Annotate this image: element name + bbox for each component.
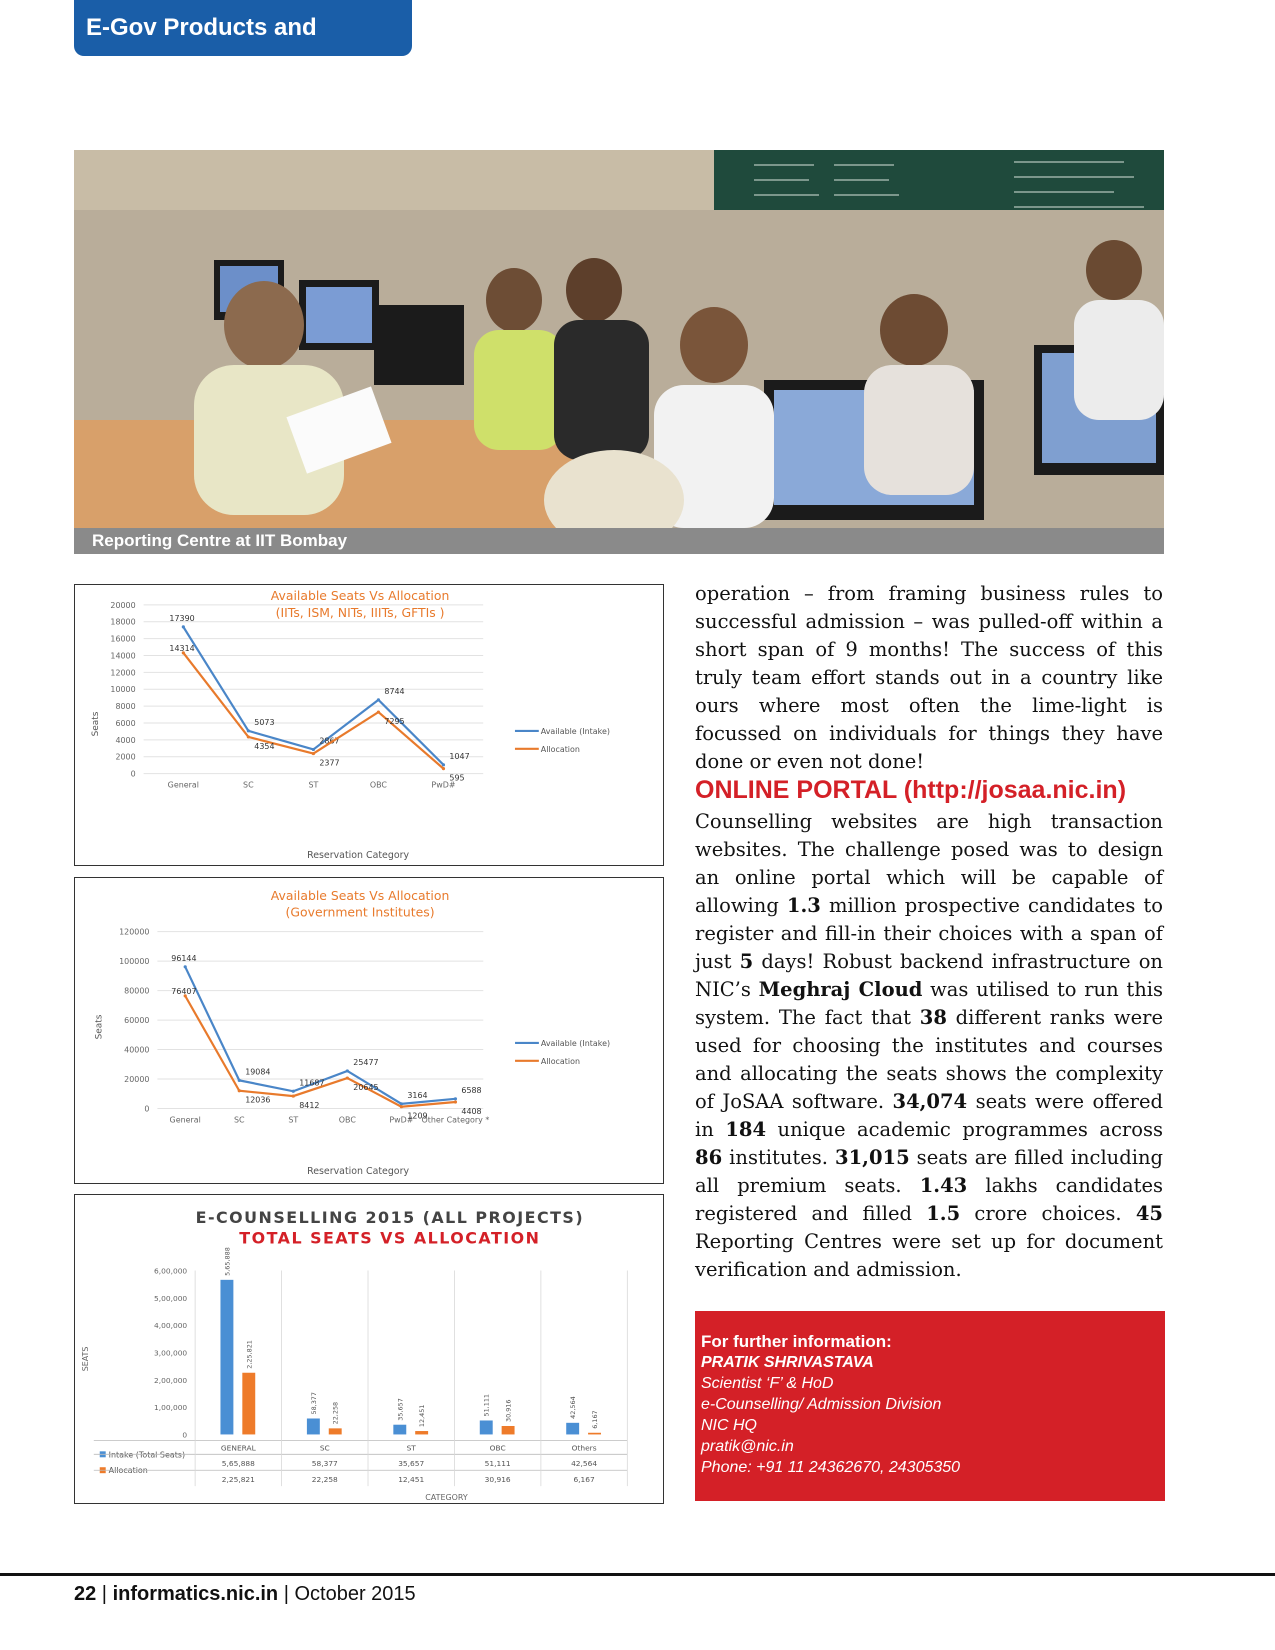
y-tick-label: 80000 <box>124 986 150 996</box>
y-tick-label: 8000 <box>115 702 136 712</box>
further-information-box <box>695 1311 1165 1501</box>
data-label: 17390 <box>169 613 195 623</box>
data-label: 76407 <box>171 986 197 996</box>
bold-figure: 184 <box>725 1118 767 1141</box>
photo-illustration <box>74 150 1164 528</box>
data-point <box>182 625 185 628</box>
chart2-xlabel: Reservation Category <box>307 1166 410 1178</box>
table-cell: 58,377 <box>311 1459 338 1469</box>
data-label: 4408 <box>461 1106 482 1116</box>
table-cell: 51,111 <box>484 1459 511 1469</box>
series-line-allocation <box>183 653 443 769</box>
table-cell: 30,916 <box>484 1475 511 1485</box>
data-label: 2867 <box>319 736 340 746</box>
y-tick-label: 5,00,000 <box>154 1293 188 1303</box>
chart1-legend-available: Available (Intake) <box>540 726 610 736</box>
intake-bar <box>220 1280 233 1435</box>
chart3-legend-allocation: Allocation <box>108 1466 148 1476</box>
y-tick-label: 20000 <box>124 1074 150 1084</box>
x-tick-label: Others <box>571 1443 597 1453</box>
data-label: 3164 <box>407 1090 428 1100</box>
chart1-panel <box>74 584 664 866</box>
article-paragraph-2 <box>695 808 1163 1284</box>
allocation-bar <box>502 1426 515 1434</box>
chart3-ylabel: SEATS <box>80 1346 90 1372</box>
data-label: 8412 <box>299 1101 320 1111</box>
intake-bar <box>566 1423 579 1435</box>
footer-site[interactable]: informatics.nic.in <box>112 1583 279 1605</box>
bar-value-label: 42,564 <box>569 1396 578 1419</box>
chart2-title-line1: Available Seats Vs Allocation <box>270 887 450 903</box>
data-point <box>247 729 250 732</box>
contact-office: NIC HQ <box>701 1417 757 1434</box>
chart3-panel <box>74 1194 664 1504</box>
data-point <box>238 1089 241 1092</box>
online-portal-heading: ONLINE PORTAL (http://josaa.nic.in) <box>695 776 1127 804</box>
x-tick-label: OBC <box>489 1443 506 1453</box>
data-label: 7295 <box>384 716 405 726</box>
chart3-legend-intake: Intake (Total Seats) <box>108 1450 186 1460</box>
y-tick-label: 16000 <box>110 634 136 644</box>
allocation-bar <box>242 1373 255 1435</box>
y-tick-label: 20000 <box>110 600 136 610</box>
contact-name: PRATIK SHRIVASTAVA <box>701 1354 874 1371</box>
y-tick-label: 4000 <box>115 735 136 745</box>
x-tick-label: OBC <box>369 780 387 790</box>
y-tick-label: 14000 <box>110 651 136 661</box>
chart2-legend-allocation: Allocation <box>540 1056 581 1066</box>
bold-figure: 31,015 <box>835 1146 910 1169</box>
allocation-bar <box>329 1428 342 1434</box>
data-label: 1047 <box>449 751 470 761</box>
data-point <box>247 735 250 738</box>
chart3-title-line1: E-COUNSELLING 2015 (ALL PROJECTS) <box>195 1207 585 1227</box>
contact-email[interactable]: pratik@nic.in <box>701 1438 794 1455</box>
data-point <box>454 1100 457 1103</box>
table-cell: 22,258 <box>311 1475 338 1485</box>
chart2-svg <box>75 878 663 1183</box>
table-cell: 12,451 <box>398 1475 425 1485</box>
table-cell: 2,25,821 <box>221 1475 255 1485</box>
bold-figure: 1.5 <box>926 1202 961 1225</box>
bar-value-label: 35,657 <box>396 1398 405 1421</box>
bar-value-label: 22,258 <box>331 1401 340 1425</box>
bold-figure: 45 <box>1135 1202 1163 1225</box>
bold-figure: 86 <box>695 1146 723 1169</box>
contact-division: e-Counselling/ Admission Division <box>701 1396 942 1413</box>
y-tick-label: 3,00,000 <box>154 1348 188 1358</box>
chart1-xlabel: Reservation Category <box>307 850 410 862</box>
paragraph-run: Counselling websites are high transaction websites. The challenge posed was to design an online portal which will be capable of allowing <box>695 810 1163 917</box>
data-label: 19084 <box>245 1067 271 1077</box>
x-tick-label: SC <box>243 780 254 790</box>
chart2-ylabel: Seats <box>94 1014 105 1040</box>
data-point <box>377 710 380 713</box>
y-tick-label: 1,00,000 <box>154 1403 188 1413</box>
intake-bar <box>393 1425 406 1435</box>
reporting-centre-photo <box>74 150 1164 528</box>
bold-figure: Meghraj Cloud <box>758 978 923 1001</box>
data-label: 96144 <box>171 953 197 963</box>
data-point <box>377 698 380 701</box>
y-tick-label: 0 <box>182 1430 188 1440</box>
footer-rule <box>0 1573 1275 1576</box>
bold-figure: 5 <box>739 950 754 973</box>
data-label: 20645 <box>353 1082 379 1092</box>
data-label: 1209 <box>407 1111 428 1121</box>
paragraph-run: lakhs candidates registered and filled <box>695 1174 1163 1225</box>
data-label: 8744 <box>384 686 405 696</box>
x-tick-label: General <box>167 780 199 790</box>
y-tick-label: 18000 <box>110 617 136 627</box>
data-point <box>442 763 445 766</box>
paragraph-run: Reporting Centres were set up for document verification and admission. <box>695 1230 1163 1281</box>
x-tick-label: GENERAL <box>220 1443 256 1453</box>
photo-caption: Reporting Centre at IIT Bombay <box>74 528 1164 554</box>
chart1-title-line2: (IITs, ISM, NITs, IIITs, GFTIs ) <box>275 604 445 620</box>
data-point <box>292 1090 295 1093</box>
y-tick-label: 0 <box>130 769 136 779</box>
footer-separator: | <box>278 1583 295 1605</box>
data-point <box>312 748 315 751</box>
page-footer <box>74 1580 416 1608</box>
chart1-title-line1: Available Seats Vs Allocation <box>270 587 450 603</box>
table-cell: 6,167 <box>573 1475 595 1485</box>
bar-value-label: 2,25,821 <box>245 1340 254 1369</box>
footer-date: October 2015 <box>294 1583 416 1605</box>
y-tick-label: 120000 <box>119 927 150 937</box>
y-tick-label: 2000 <box>115 752 136 762</box>
bar-value-label: 6,167 <box>591 1410 600 1429</box>
paragraph-run: institutes. <box>722 1146 836 1169</box>
data-point <box>442 767 445 770</box>
bold-figure: 38 <box>919 1006 947 1029</box>
chart3-title-line2: TOTAL SEATS VS ALLOCATION <box>239 1228 541 1248</box>
x-tick-label: SC <box>233 1115 245 1125</box>
page-number: 22 <box>74 1583 97 1605</box>
paragraph-run: million prospective candidates to register and fill-in their choices with a span of just <box>695 894 1164 973</box>
data-point <box>238 1079 241 1082</box>
x-tick-label: ST <box>288 1115 299 1125</box>
paragraph-run: crore choices. <box>960 1202 1136 1225</box>
paragraph-run: unique academic programmes across <box>766 1118 1163 1141</box>
paragraph-run: was utilised to run this system. The fact that <box>695 978 1164 1029</box>
bold-figure: 34,074 <box>892 1090 968 1113</box>
chart1-ylabel: Seats <box>90 711 101 737</box>
paragraph-run: seats were offered in <box>695 1090 1164 1141</box>
data-label: 12036 <box>245 1095 271 1105</box>
bold-figure: 1.3 <box>786 894 821 917</box>
chart2-title-line2: (Government Institutes) <box>285 904 435 920</box>
article-paragraph-1: operation – from framing business rules to successful admission – was pulled-off within a short span of 9 months! The success of this truly team effort stands out in a country like ours where most often the lime-light is focussed on individuals for things they have done or even not done! <box>695 582 1163 773</box>
table-cell: 42,564 <box>571 1459 598 1469</box>
bar-value-label: 5,65,888 <box>223 1247 232 1276</box>
y-tick-label: 10000 <box>110 685 136 695</box>
data-label: 14314 <box>169 643 195 653</box>
y-tick-label: 4,00,000 <box>154 1321 188 1331</box>
x-tick-label: ST <box>406 1443 416 1453</box>
y-tick-label: 100000 <box>119 957 150 967</box>
info-title: For further information: <box>701 1332 892 1351</box>
paragraph-run: days! Robust backend infrastructure on NIC’s <box>695 950 1163 1001</box>
intake-bar <box>480 1420 493 1434</box>
chart3-xlabel: CATEGORY <box>425 1493 468 1503</box>
data-label: 2377 <box>319 758 340 768</box>
bar-value-label: 12,451 <box>418 1404 427 1428</box>
data-point <box>454 1097 457 1100</box>
y-tick-label: 0 <box>144 1104 150 1114</box>
bar-value-label: 51,111 <box>482 1393 491 1417</box>
paragraph-run: seats are filled including all premium seats. <box>695 1146 1164 1197</box>
data-point <box>346 1076 349 1079</box>
paragraph-run: different ranks were used for choosing the institutes and courses and allocating the seats shows the complexity of JoSAA software. <box>695 1006 1163 1113</box>
data-point <box>312 752 315 755</box>
table-cell: 35,657 <box>398 1459 425 1469</box>
y-tick-label: 6,00,000 <box>154 1266 188 1276</box>
y-tick-label: 12000 <box>110 668 136 678</box>
data-label: 4354 <box>254 741 275 751</box>
data-point <box>184 965 187 968</box>
data-label: 25477 <box>353 1057 379 1067</box>
y-tick-label: 40000 <box>124 1045 150 1055</box>
bar-value-label: 58,377 <box>309 1391 318 1415</box>
x-tick-label: OBC <box>338 1115 356 1125</box>
intake-bar <box>307 1418 320 1434</box>
y-tick-label: 60000 <box>124 1016 150 1026</box>
section-tab: E-Gov Products and Services <box>74 0 412 56</box>
contact-designation: Scientist ‘F’ & HoD <box>701 1375 834 1392</box>
data-label: 595 <box>449 773 465 783</box>
contact-phone: Phone: +91 11 24362670, 24305350 <box>701 1459 961 1476</box>
bar-value-label: 30,916 <box>504 1399 513 1423</box>
data-point <box>292 1095 295 1098</box>
chart3-svg <box>75 1195 663 1503</box>
table-cell: 5,65,888 <box>221 1459 255 1469</box>
chart1-svg <box>75 585 663 865</box>
data-label: 6588 <box>461 1085 482 1095</box>
footer-separator: | <box>96 1583 113 1605</box>
x-tick-label: ST <box>308 780 319 790</box>
x-tick-label: Other Category * <box>421 1115 490 1125</box>
y-tick-label: 2,00,000 <box>154 1375 188 1385</box>
chart1-legend-allocation: Allocation <box>540 744 580 754</box>
y-tick-label: 6000 <box>115 718 136 728</box>
allocation-bar <box>415 1431 428 1434</box>
chart2-legend-available: Available (Intake) <box>540 1038 611 1048</box>
bold-figure: 1.43 <box>919 1174 968 1197</box>
data-point <box>400 1105 403 1108</box>
allocation-bar <box>588 1433 601 1435</box>
data-point <box>346 1069 349 1072</box>
chart2-panel <box>74 877 664 1184</box>
x-tick-label: SC <box>319 1443 330 1453</box>
data-label: 5073 <box>254 717 275 727</box>
data-label: 11687 <box>299 1078 325 1088</box>
x-tick-label: General <box>169 1115 201 1125</box>
x-tick-label: PwD# <box>389 1115 414 1125</box>
x-tick-label: PwD# <box>431 780 456 790</box>
